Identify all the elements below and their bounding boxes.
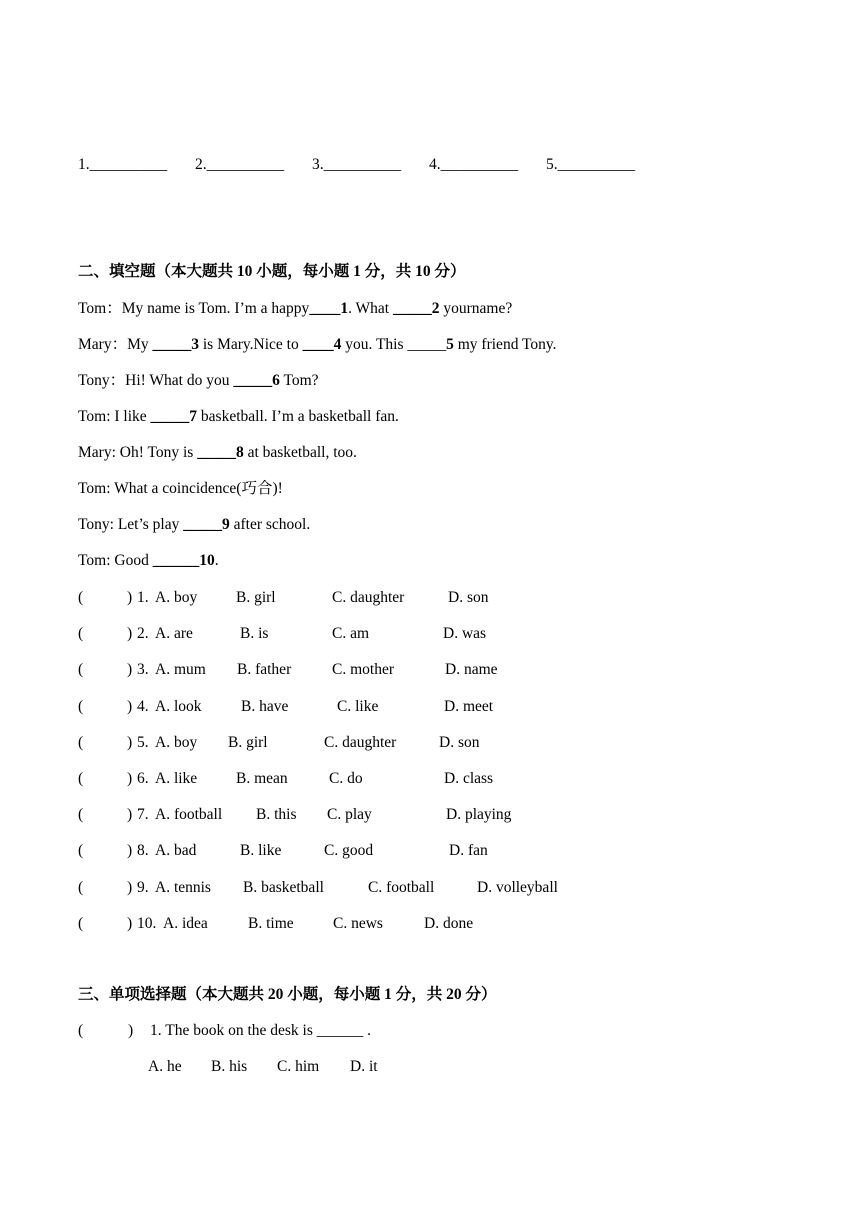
- question-stem: 1. The book on the desk is ______ .: [150, 1022, 372, 1039]
- blank-marker: _____7: [150, 408, 198, 425]
- option-c: C. mother: [332, 661, 394, 679]
- blank-marker: ____1: [309, 300, 349, 317]
- option-a: A. boy: [155, 733, 198, 751]
- answer-slot[interactable]: [96, 660, 122, 680]
- option-b: B. father: [237, 661, 292, 679]
- option-a: A. idea: [163, 914, 208, 932]
- question-paren-open: (: [78, 625, 84, 643]
- option-a: A. football: [155, 806, 223, 824]
- option-b: B. mean: [236, 770, 288, 787]
- question-number: 3.: [137, 661, 149, 679]
- answer-slot[interactable]: [96, 914, 122, 934]
- dialogue-text: Tom: What a coincidence(巧合)!: [78, 480, 283, 497]
- question-paren-close: ): [127, 661, 133, 679]
- option-c: C. daughter: [332, 589, 405, 606]
- dialogue-line: [78, 479, 283, 499]
- dialogue-text: yourname?: [439, 300, 513, 317]
- blank-marker: _____6: [233, 372, 280, 389]
- option-b: B. have: [241, 697, 289, 715]
- option-b: B. girl: [236, 589, 276, 606]
- question-paren-open: (: [78, 661, 84, 679]
- option-d: D. name: [445, 661, 498, 679]
- answer-slot[interactable]: [96, 697, 122, 717]
- option-c: C. football: [368, 878, 435, 896]
- dialogue-text: my friend Tony.: [453, 336, 557, 353]
- option-b: B. his: [211, 1058, 248, 1075]
- question-number: 6.: [137, 770, 149, 787]
- dialogue-line: [78, 299, 512, 319]
- question-number: 5.: [137, 733, 149, 751]
- question-paren-close: ): [127, 697, 133, 715]
- option-c: C. play: [327, 806, 372, 824]
- blank-marker: ____4: [302, 336, 342, 353]
- option-c: C. am: [332, 625, 370, 643]
- question-paren-open: (: [78, 842, 84, 860]
- question-number: 4.: [137, 697, 149, 715]
- answer-slot[interactable]: [96, 805, 122, 825]
- question-paren-open: (: [78, 806, 84, 824]
- dialogue-text: . What: [348, 300, 393, 317]
- answer-blank-2[interactable]: 2.__________: [195, 156, 285, 173]
- dialogue-text: Tom: I like: [78, 408, 151, 425]
- option-a: A. mum: [155, 661, 206, 679]
- option-d: D. meet: [444, 697, 494, 715]
- question-paren-close: ): [127, 733, 133, 751]
- option-b: B. is: [240, 625, 269, 643]
- answer-slot[interactable]: [96, 878, 122, 898]
- dialogue-text: after school.: [229, 516, 311, 533]
- question-paren-close: ): [127, 914, 133, 932]
- option-b: B. time: [248, 914, 294, 932]
- option-d: D. class: [444, 770, 494, 787]
- option-a: A. like: [155, 770, 198, 787]
- option-a: A. look: [155, 697, 202, 715]
- answer-blank-3[interactable]: 3.__________: [312, 156, 402, 173]
- option-c: C. like: [337, 697, 379, 715]
- blank-marker: _____8: [197, 444, 244, 461]
- dialogue-text: Tony: Let’s play: [78, 516, 184, 533]
- question-paren-open: (: [78, 697, 84, 715]
- option-d: D. done: [424, 914, 474, 932]
- dialogue-text: Mary: Oh! Tony is: [78, 444, 198, 461]
- dialogue-text: Tom?: [279, 372, 319, 389]
- question-paren-close: ): [127, 770, 133, 787]
- question-paren-close: ): [127, 806, 133, 824]
- option-d: D. son: [448, 589, 489, 606]
- question-number: 8.: [137, 842, 149, 860]
- question-number: 10.: [137, 914, 157, 932]
- blank-marker: ______10: [152, 552, 215, 569]
- question-number: 9.: [137, 878, 149, 896]
- dialogue-text: .: [214, 552, 219, 569]
- answer-slot[interactable]: [96, 588, 122, 608]
- option-b: B. like: [240, 842, 282, 860]
- answer-blank-1[interactable]: 1.__________: [78, 156, 168, 173]
- option-b: B. girl: [228, 733, 268, 751]
- option-b: B. basketball: [243, 878, 324, 896]
- option-c: C. news: [333, 914, 383, 932]
- option-a: A. boy: [155, 589, 198, 606]
- dialogue-text: Tom: Good: [78, 552, 153, 569]
- blank-marker: _____9: [183, 516, 230, 533]
- question-paren-open: (: [78, 1022, 84, 1039]
- dialogue-text: at basketball, too.: [243, 444, 357, 461]
- answer-blank-5[interactable]: 5.__________: [546, 156, 636, 173]
- option-a: A. he: [148, 1058, 182, 1075]
- option-d: D. it: [350, 1058, 378, 1075]
- answer-slot[interactable]: [96, 733, 122, 753]
- option-d: D. fan: [449, 842, 488, 860]
- option-a: A. bad: [155, 842, 197, 860]
- option-b: B. this: [256, 806, 297, 824]
- question-number: 1.: [137, 589, 149, 606]
- dialogue-text: Tom：My name is Tom. I’m a happy: [78, 300, 310, 317]
- option-c: C. daughter: [324, 733, 397, 751]
- question-paren-open: (: [78, 733, 84, 751]
- section-3-heading: 三、单项选择题（本大题共 20 小题，每小题 1 分，共 20 分）: [78, 986, 497, 1003]
- answer-blank-4[interactable]: 4.__________: [429, 156, 519, 173]
- section-2-heading: 二、填空题（本大题共 10 小题，每小题 1 分，共 10 分）: [78, 263, 466, 280]
- blank-marker: _____2: [392, 300, 440, 317]
- dialogue-line: [78, 407, 399, 427]
- dialogue-text: Tony：Hi! What do you: [78, 372, 234, 389]
- answer-slot[interactable]: [96, 841, 122, 861]
- option-c: C. good: [324, 842, 374, 860]
- option-c: C. do: [329, 770, 363, 787]
- dialogue-line: [78, 551, 219, 571]
- option-c: C. him: [277, 1058, 320, 1075]
- answer-slot[interactable]: [96, 769, 122, 789]
- option-d: D. was: [443, 625, 487, 643]
- dialogue-line: [78, 515, 310, 535]
- dialogue-line: [78, 443, 357, 463]
- option-d: D. playing: [446, 806, 512, 824]
- dialogue-text: basketball. I’m a basketball fan.: [197, 408, 399, 425]
- dialogue-text: you. This _____: [341, 336, 447, 353]
- question-paren-close: ): [127, 842, 133, 860]
- question-paren-close: ): [127, 589, 133, 606]
- option-a: A. are: [155, 625, 193, 643]
- question-paren-open: (: [78, 589, 84, 606]
- question-paren-open: (: [78, 914, 84, 932]
- answer-slot[interactable]: [96, 624, 122, 644]
- dialogue-text: Mary：My: [78, 336, 153, 353]
- dialogue-text: is Mary.Nice to: [198, 336, 303, 353]
- question-paren-close: ): [128, 1022, 134, 1039]
- option-a: A. tennis: [155, 878, 211, 896]
- question-number: 7.: [137, 806, 149, 824]
- dialogue-line: [78, 335, 557, 355]
- question-paren-close: ): [127, 625, 133, 643]
- option-d: D. volleyball: [477, 878, 558, 896]
- question-paren-open: (: [78, 878, 84, 896]
- question-number: 2.: [137, 625, 149, 643]
- blank-marker: 5: [446, 336, 454, 353]
- question-paren-close: ): [127, 878, 133, 896]
- blank-marker: _____3: [152, 336, 199, 353]
- option-d: D. son: [439, 733, 480, 751]
- answer-slot[interactable]: [100, 1021, 124, 1041]
- dialogue-line: [78, 371, 319, 391]
- question-paren-open: (: [78, 770, 84, 787]
